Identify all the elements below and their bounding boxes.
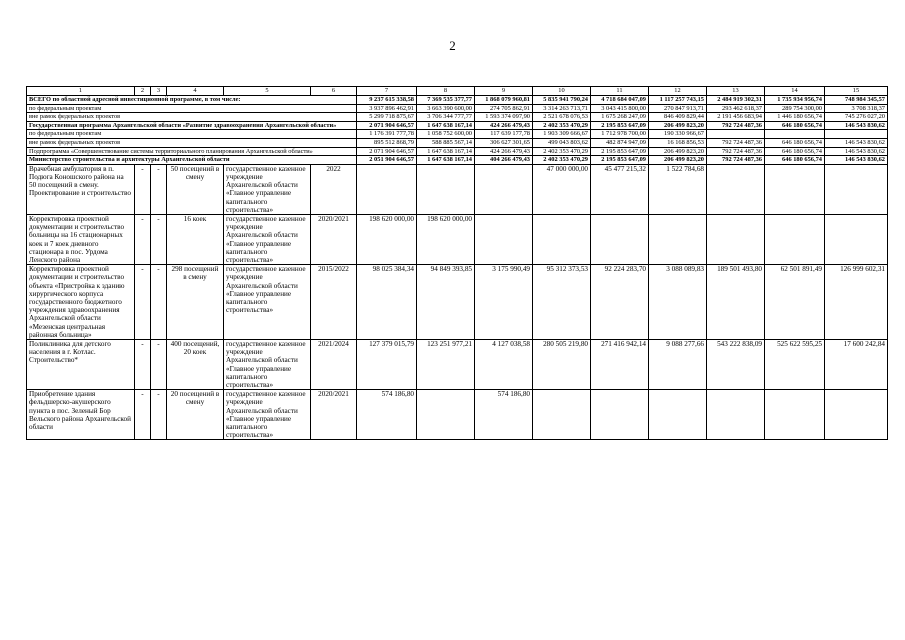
project-amount: 280 505 219,80 bbox=[533, 340, 591, 390]
column-number: 13 bbox=[707, 87, 765, 96]
amount-cell: 792 724 487,36 bbox=[707, 156, 765, 165]
project-row bbox=[27, 214, 888, 264]
project-amount: 9 088 277,66 bbox=[649, 340, 707, 390]
amount-cell: 289 754 300,00 bbox=[765, 104, 825, 113]
project-capacity: 298 посещений в смену bbox=[167, 265, 224, 340]
project-amount bbox=[707, 214, 765, 264]
project-name: Корректировка проектной документации и строительство больницы на 16 стационарных коек и 7 коек дневного стационара в пос. Урдома Ленского района bbox=[27, 214, 135, 264]
project-col2: - bbox=[135, 265, 151, 340]
project-capacity: 16 коек bbox=[167, 214, 224, 264]
amount-cell: 146 543 830,62 bbox=[825, 147, 888, 156]
project-col2: - bbox=[135, 164, 151, 214]
column-number: 9 bbox=[475, 87, 533, 96]
amount-cell: 274 705 862,91 bbox=[475, 104, 533, 113]
amount-cell: 5 835 941 790,24 bbox=[533, 96, 591, 105]
column-number-row bbox=[27, 87, 888, 96]
project-amount: 127 379 015,79 bbox=[357, 340, 417, 390]
total-row bbox=[27, 96, 888, 105]
program-row bbox=[27, 121, 888, 130]
project-col2: - bbox=[135, 214, 151, 264]
project-amount bbox=[765, 164, 825, 214]
project-amount: 574 186,80 bbox=[475, 390, 533, 440]
project-amount bbox=[475, 164, 533, 214]
amount-cell: 270 847 913,71 bbox=[649, 104, 707, 113]
row-label: Подпрограмма «Совершенствование системы территориального планирования Архангельской области» bbox=[27, 147, 357, 156]
amount-cell: 846 409 829,44 bbox=[649, 113, 707, 122]
column-number: 11 bbox=[591, 87, 649, 96]
amount-cell: 206 499 823,20 bbox=[649, 156, 707, 165]
amount-cell: 117 639 177,78 bbox=[475, 130, 533, 139]
project-customer: государственное казенное учреждение Архангельской области «Главное управление капитального строительства» bbox=[224, 390, 311, 440]
project-amount: 198 620 000,00 bbox=[357, 214, 417, 264]
project-amount: 95 312 373,53 bbox=[533, 265, 591, 340]
amount-cell: 499 043 803,62 bbox=[533, 138, 591, 147]
amount-cell: 146 543 830,62 bbox=[825, 121, 888, 130]
amount-cell: 16 168 856,53 bbox=[649, 138, 707, 147]
investment-program-table bbox=[26, 86, 888, 440]
amount-cell: 1 735 934 956,74 bbox=[765, 96, 825, 105]
project-amount: 3 175 990,49 bbox=[475, 265, 533, 340]
project-amount: 543 222 838,09 bbox=[707, 340, 765, 390]
row-label: по федеральным проектам bbox=[27, 104, 357, 113]
amount-cell: 792 724 487,36 bbox=[707, 147, 765, 156]
project-customer: государственное казенное учреждение Архангельской области «Главное управление капитального строительства» bbox=[224, 265, 311, 340]
project-row bbox=[27, 164, 888, 214]
row-label: Государственная программа Архангельской области «Развитие здравоохранения Архангельской области» bbox=[27, 121, 357, 130]
project-amount bbox=[417, 390, 475, 440]
amount-cell: 3 706 344 777,77 bbox=[417, 113, 475, 122]
column-number: 12 bbox=[649, 87, 707, 96]
amount-cell: 1 868 079 960,81 bbox=[475, 96, 533, 105]
amount-cell: 2 195 853 647,09 bbox=[591, 147, 649, 156]
project-col3: - bbox=[151, 390, 167, 440]
row-label: вне рамок федеральных проектов bbox=[27, 138, 357, 147]
project-period: 2020/2021 bbox=[311, 214, 357, 264]
amount-cell: 748 984 345,57 bbox=[825, 96, 888, 105]
amount-cell: 404 266 479,43 bbox=[475, 156, 533, 165]
project-amount: 123 251 977,21 bbox=[417, 340, 475, 390]
project-amount bbox=[591, 390, 649, 440]
project-amount: 189 501 493,80 bbox=[707, 265, 765, 340]
project-amount: 62 501 891,49 bbox=[765, 265, 825, 340]
total-federal-row bbox=[27, 104, 888, 113]
amount-cell: 5 299 718 875,67 bbox=[357, 113, 417, 122]
amount-cell: 1 647 638 167,14 bbox=[417, 156, 475, 165]
project-amount: 47 000 000,00 bbox=[533, 164, 591, 214]
project-amount: 92 224 283,70 bbox=[591, 265, 649, 340]
amount-cell: 1 593 374 097,90 bbox=[475, 113, 533, 122]
project-col2: - bbox=[135, 390, 151, 440]
amount-cell: 293 462 618,37 bbox=[707, 104, 765, 113]
amount-cell bbox=[765, 130, 825, 139]
amount-cell: 646 180 656,74 bbox=[765, 138, 825, 147]
project-customer: государственное казенное учреждение Архангельской области «Главное управление капитального строительства» bbox=[224, 340, 311, 390]
column-number: 5 bbox=[224, 87, 311, 96]
project-period: 2015/2022 bbox=[311, 265, 357, 340]
project-amount: 574 186,80 bbox=[357, 390, 417, 440]
column-number: 15 bbox=[825, 87, 888, 96]
amount-cell: 206 499 823,20 bbox=[649, 121, 707, 130]
project-amount bbox=[707, 164, 765, 214]
project-amount: 1 522 784,68 bbox=[649, 164, 707, 214]
amount-cell bbox=[707, 130, 765, 139]
amount-cell: 1 675 268 247,09 bbox=[591, 113, 649, 122]
amount-cell: 1 058 752 600,00 bbox=[417, 130, 475, 139]
amount-cell: 2 402 353 470,29 bbox=[533, 121, 591, 130]
row-label: ВСЕГО по областной адресной инвестиционной программе, в том числе: bbox=[27, 96, 357, 105]
total-nonfederal-row bbox=[27, 113, 888, 122]
row-label: по федеральным проектам bbox=[27, 130, 357, 139]
project-col3: - bbox=[151, 340, 167, 390]
project-amount: 98 025 384,34 bbox=[357, 265, 417, 340]
project-capacity: 400 посещений, 20 коек bbox=[167, 340, 224, 390]
project-amount bbox=[825, 390, 888, 440]
amount-cell: 3 314 263 713,71 bbox=[533, 104, 591, 113]
amount-cell: 2 402 353 470,29 bbox=[533, 147, 591, 156]
page-number: 2 bbox=[449, 38, 456, 53]
amount-cell: 3 937 896 462,91 bbox=[357, 104, 417, 113]
project-amount bbox=[357, 164, 417, 214]
project-amount: 271 416 942,14 bbox=[591, 340, 649, 390]
amount-cell: 1 647 638 167,14 bbox=[417, 121, 475, 130]
amount-cell: 2 484 919 302,31 bbox=[707, 96, 765, 105]
project-period: 2020/2021 bbox=[311, 390, 357, 440]
project-col3: - bbox=[151, 164, 167, 214]
amount-cell: 9 237 615 338,58 bbox=[357, 96, 417, 105]
project-amount: 525 622 595,25 bbox=[765, 340, 825, 390]
amount-cell: 2 521 678 076,53 bbox=[533, 113, 591, 122]
column-number: 4 bbox=[167, 87, 224, 96]
amount-cell: 1 903 309 666,67 bbox=[533, 130, 591, 139]
amount-cell: 895 512 868,79 bbox=[357, 138, 417, 147]
project-amount: 4 127 038,58 bbox=[475, 340, 533, 390]
amount-cell: 792 724 487,36 bbox=[707, 138, 765, 147]
project-name: Врачебная амбулатория в п. Подюга Коношского района на 50 посещений в смену. Проектирование и строительство bbox=[27, 164, 135, 214]
column-number: 3 bbox=[151, 87, 167, 96]
amount-cell: 2 402 353 470,29 bbox=[533, 156, 591, 165]
amount-cell: 646 180 656,74 bbox=[765, 156, 825, 165]
project-name: Приобретение здания фельдшерско-акушерского пункта в пос. Зеленый Бор Вельского района Архангельской области bbox=[27, 390, 135, 440]
program-nonfederal-row bbox=[27, 138, 888, 147]
project-amount: 198 620 000,00 bbox=[417, 214, 475, 264]
amount-cell: 1 446 180 656,74 bbox=[765, 113, 825, 122]
project-capacity: 20 посещений в смену bbox=[167, 390, 224, 440]
amount-cell: 4 718 684 047,09 bbox=[591, 96, 649, 105]
column-number: 10 bbox=[533, 87, 591, 96]
project-amount bbox=[765, 214, 825, 264]
amount-cell: 3 663 390 600,00 bbox=[417, 104, 475, 113]
project-customer: государственное казенное учреждение Архангельской области «Главное управление капитального строительства» bbox=[224, 164, 311, 214]
project-col2: - bbox=[135, 340, 151, 390]
project-amount: 3 088 089,83 bbox=[649, 265, 707, 340]
project-amount bbox=[707, 390, 765, 440]
project-amount bbox=[475, 214, 533, 264]
amount-cell: 2 195 853 647,09 bbox=[591, 156, 649, 165]
project-col3: - bbox=[151, 214, 167, 264]
amount-cell: 745 276 027,20 bbox=[825, 113, 888, 122]
row-label: Министерство строительства и архитектуры Архангельской области bbox=[27, 156, 357, 165]
column-number: 14 bbox=[765, 87, 825, 96]
amount-cell: 3 708 318,37 bbox=[825, 104, 888, 113]
amount-cell: 1 647 638 167,14 bbox=[417, 147, 475, 156]
amount-cell: 792 724 487,36 bbox=[707, 121, 765, 130]
project-row bbox=[27, 265, 888, 340]
project-amount bbox=[765, 390, 825, 440]
project-row bbox=[27, 340, 888, 390]
project-amount bbox=[825, 214, 888, 264]
amount-cell: 482 874 947,09 bbox=[591, 138, 649, 147]
project-amount bbox=[417, 164, 475, 214]
amount-cell: 206 499 823,20 bbox=[649, 147, 707, 156]
amount-cell: 3 043 415 800,00 bbox=[591, 104, 649, 113]
project-amount: 94 849 393,85 bbox=[417, 265, 475, 340]
amount-cell: 2 195 853 647,09 bbox=[591, 121, 649, 130]
project-period: 2021/2024 bbox=[311, 340, 357, 390]
amount-cell: 190 330 966,67 bbox=[649, 130, 707, 139]
amount-cell: 1 712 978 700,00 bbox=[591, 130, 649, 139]
amount-cell: 424 266 479,43 bbox=[475, 121, 533, 130]
amount-cell: 1 117 257 743,15 bbox=[649, 96, 707, 105]
subprogram-row bbox=[27, 147, 888, 156]
amount-cell: 2 071 904 646,57 bbox=[357, 121, 417, 130]
amount-cell: 588 885 567,14 bbox=[417, 138, 475, 147]
program-federal-row bbox=[27, 130, 888, 139]
row-label: вне рамок федеральных проектов bbox=[27, 113, 357, 122]
amount-cell: 1 176 391 777,78 bbox=[357, 130, 417, 139]
column-number: 1 bbox=[27, 87, 135, 96]
project-amount: 126 999 602,31 bbox=[825, 265, 888, 340]
column-number: 2 bbox=[135, 87, 151, 96]
amount-cell: 7 369 535 377,77 bbox=[417, 96, 475, 105]
project-row bbox=[27, 390, 888, 440]
project-amount bbox=[591, 214, 649, 264]
amount-cell: 306 627 301,65 bbox=[475, 138, 533, 147]
column-number: 6 bbox=[311, 87, 357, 96]
column-number: 8 bbox=[417, 87, 475, 96]
amount-cell: 646 180 656,74 bbox=[765, 121, 825, 130]
project-amount: 45 477 215,32 bbox=[591, 164, 649, 214]
project-capacity: 50 посещений в смену bbox=[167, 164, 224, 214]
amount-cell bbox=[825, 130, 888, 139]
column-number: 7 bbox=[357, 87, 417, 96]
project-amount bbox=[825, 164, 888, 214]
amount-cell: 2 071 904 646,57 bbox=[357, 147, 417, 156]
project-name: Корректировка проектной документации и строительство объекта «Пристройка к зданию хирургического корпуса государственного бюджетного учреждения здравоохранения Архангельской области «Мезенская центральная районная больница» bbox=[27, 265, 135, 340]
amount-cell: 2 051 904 646,57 bbox=[357, 156, 417, 165]
project-amount bbox=[649, 390, 707, 440]
project-amount: 17 600 242,84 bbox=[825, 340, 888, 390]
project-amount bbox=[649, 214, 707, 264]
amount-cell: 146 543 830,62 bbox=[825, 156, 888, 165]
amount-cell: 2 191 456 683,94 bbox=[707, 113, 765, 122]
project-col3: - bbox=[151, 265, 167, 340]
project-amount bbox=[533, 214, 591, 264]
amount-cell: 424 266 479,43 bbox=[475, 147, 533, 156]
project-period: 2022 bbox=[311, 164, 357, 214]
amount-cell: 146 543 830,62 bbox=[825, 138, 888, 147]
project-amount bbox=[533, 390, 591, 440]
amount-cell: 646 180 656,74 bbox=[765, 147, 825, 156]
project-name: Поликлиника для детского населения в г. Котлас. Строительство* bbox=[27, 340, 135, 390]
ministry-row bbox=[27, 156, 888, 165]
project-customer: государственное казенное учреждение Архангельской области «Главное управление капитального строительства» bbox=[224, 214, 311, 264]
